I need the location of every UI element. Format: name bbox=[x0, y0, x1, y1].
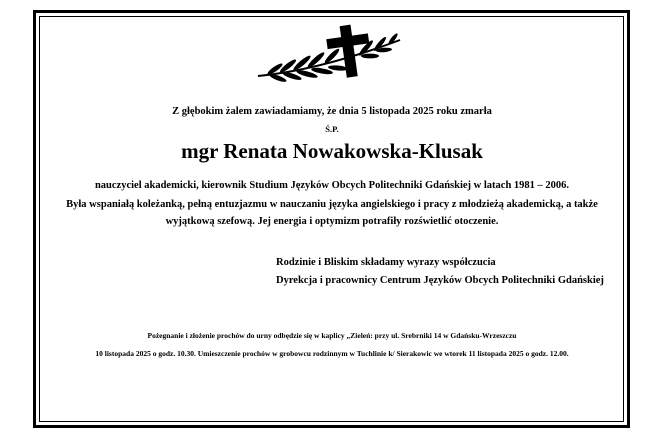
bio-line: nauczyciel akademicki, kierownik Studium Języków Obcych Politechniki Gdańskiej w latach 1981 – 2006. bbox=[94, 180, 570, 191]
sp-label: Ś.P. bbox=[325, 124, 339, 134]
funeral-info-line: Pożegnanie i złożenie prochów do urny odbędzie się w kaplicy „Zieleń: przy ul. Srebrniki 14 w Gdańsku-Wrzeszczu bbox=[147, 331, 517, 340]
bio-line: wyjątkową szefową. Jej energia i optymizm potrafiły rozświetlić otoczenie. bbox=[165, 216, 499, 227]
bio-line: Była wspaniałą koleżanką, pełną entuzjazmu w nauczaniu języka angielskiego i pracy z młodzieżą akademicką, a także bbox=[66, 199, 598, 210]
deceased-name: mgr Renata Nowakowska-Klusak bbox=[181, 139, 483, 163]
cross-with-palm-branch-icon bbox=[250, 20, 410, 90]
funeral-info-line: 10 listopada 2025 o godz. 10.30. Umieszczenie prochów w grobowcu rodzinnym w Tuchlinie k/ Sierakowic we wtorek 11 listopada 2025 o godz. 12.00. bbox=[95, 349, 569, 358]
announcement-text: Z głębokim żalem zawiadamiamy, że dnia 5 listopada 2025 roku zmarła bbox=[172, 106, 492, 117]
signatory-line: Dyrekcja i pracownicy Centrum Języków Obcych Politechniki Gdańskiej bbox=[276, 275, 604, 286]
condolence-line: Rodzinie i Bliskim składamy wyrazy współczucia bbox=[276, 257, 496, 268]
